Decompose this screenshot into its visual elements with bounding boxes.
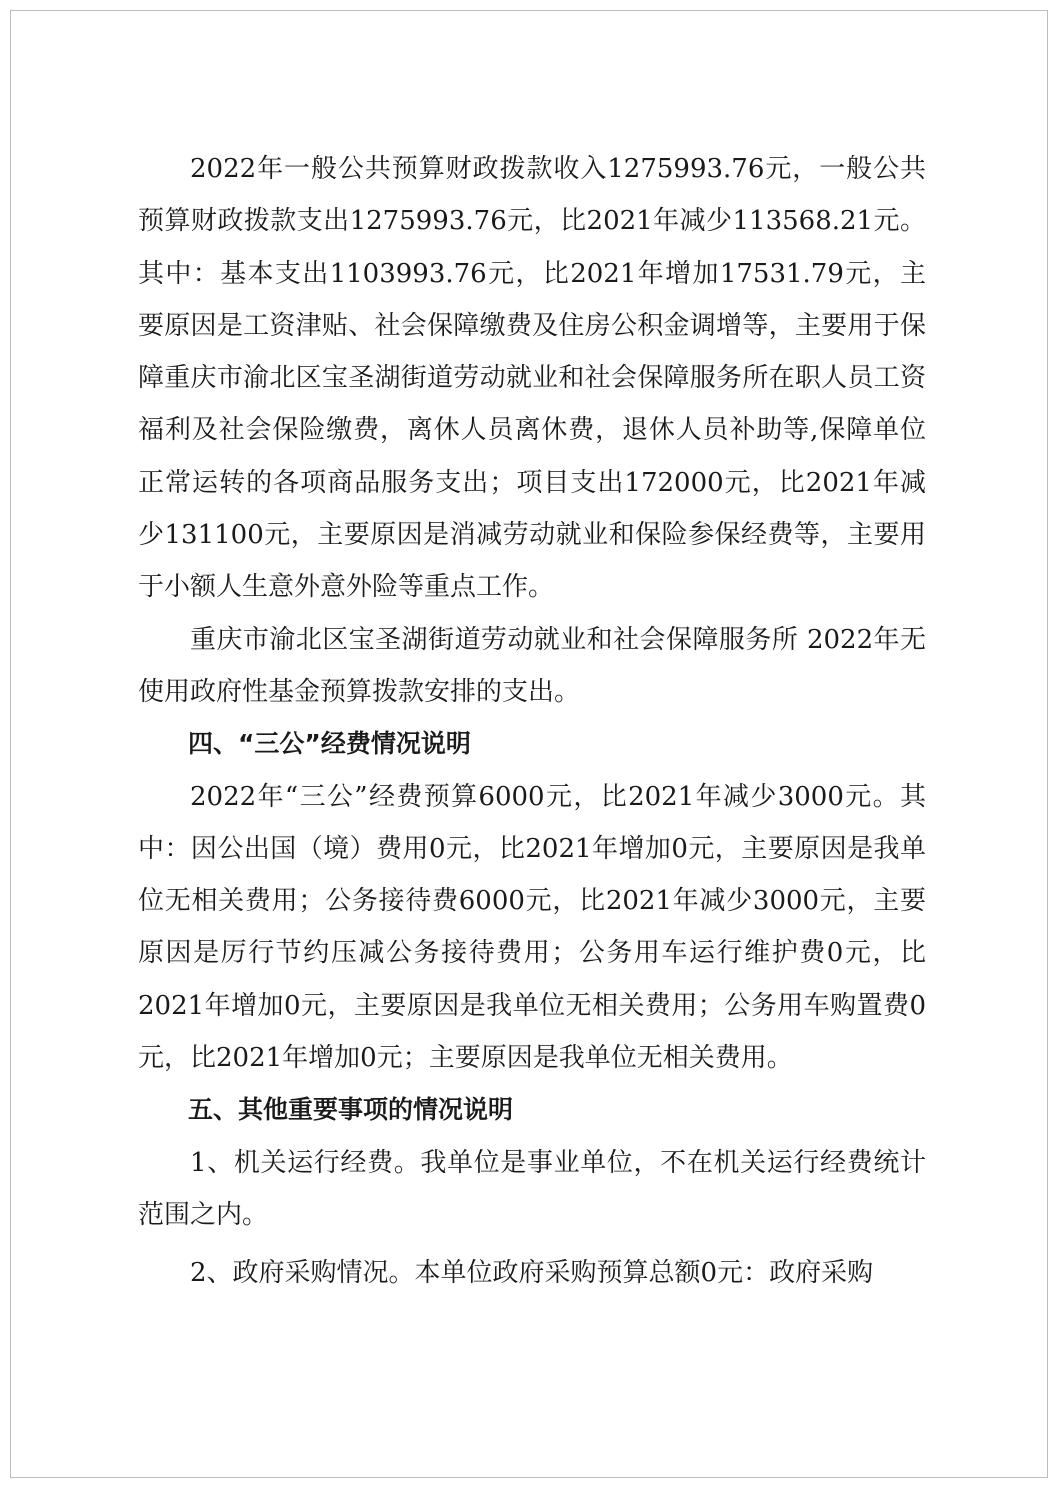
paragraph-operating-expenses: 1、机关运行经费。我单位是事业单位，不在机关运行经费统计范围之内。 <box>138 1147 926 1230</box>
paragraph-three-public-expenses: 2022年“三公”经费预算6000元，比2021年减少3000元。其中：因公出国（境）费用0元，比2021年增加0元，主要原因是我单位无相关费用；公务接待费6000元，比2021年减少3000元，主要原因是厉行节约压减公务接待费用；公务用车运行维护费0元，比2021年增加0元，主要原因是我单位无相关费用；公务用车购置费0元，比2021年增加0元；主要原因是我单位无相关费用。 <box>138 781 926 1074</box>
paragraph-general-budget: 2022年一般公共预算财政拨款收入1275993.76元，一般公共预算财政拨款支出1275993.76元，比2021年减少113568.21元。其中：基本支出1103993.76元，比2021年增加17531.79元，主要原因是工资津贴、社会保障缴费及住房公积金调增等，主要用于保障重庆市渝北区宝圣湖街道劳动就业和社会保障服务所在职人员工资福利及社会保险缴费，离休人员离休费，退休人员补助等,保障单位正常运转的各项商品服务支出；项目支出172000元，比2021年减少131100元，主要原因是消减劳动就业和保险参保经费等，主要用于小额人生意外意外险等重点工作。 <box>138 154 926 603</box>
document-body <box>138 143 926 1300</box>
heading-three-public-expenses: 四、“三公”经费情况说明 <box>188 729 471 759</box>
heading-other-matters: 五、其他重要事项的情况说明 <box>188 1095 514 1125</box>
paragraph-procurement: 2、政府采购情况。本单位政府采购预算总额0元：政府采购 <box>190 1258 874 1289</box>
paragraph-government-fund: 重庆市渝北区宝圣湖街道劳动就业和社会保障服务所 2022年无使用政府性基金预算拨款安排的支出。 <box>138 624 926 707</box>
